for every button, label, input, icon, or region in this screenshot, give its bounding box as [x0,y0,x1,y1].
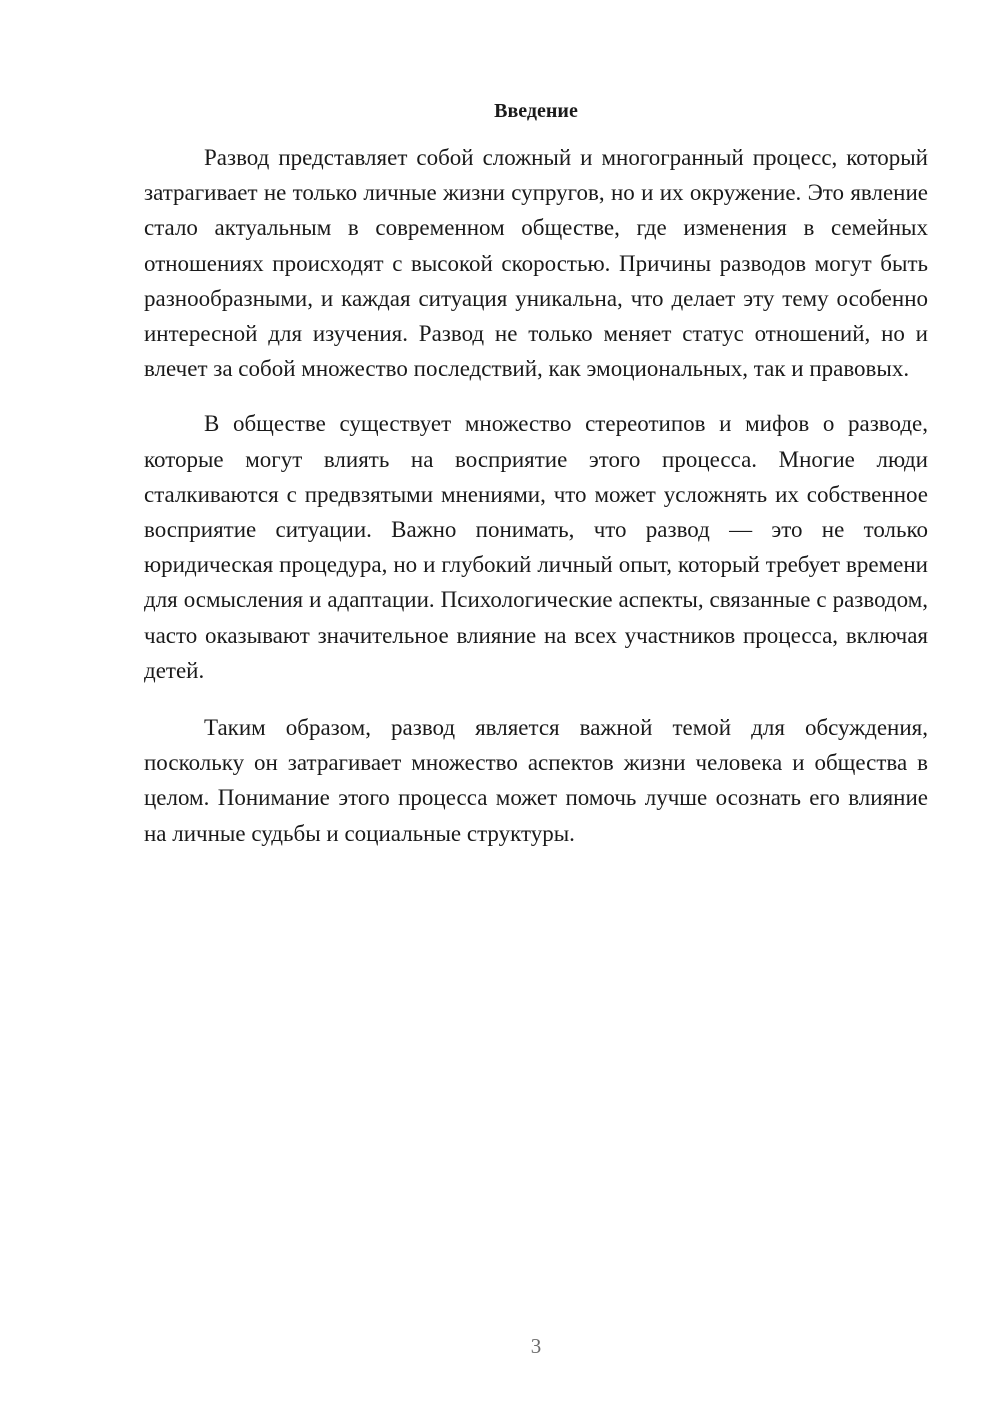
page-number: 3 [530,1334,542,1358]
document-body [144,94,928,851]
paragraph-2: В обществе существует множество стереотипов и мифов о разводе, которые могут влиять на восприятие этого процесса. Многие люди сталкиваются с предвзятыми мнениями, что может усложнять их собственное восприятие ситуации. Важно понимать, что развод — это не только юридическая процедура, но и глубокий личный опыт, который требует времени для осмысления и адаптации. Психологические аспекты, связанные с разводом, часто оказывают значительное влияние на всех участников процесса, включая детей. [144,411,928,683]
paragraph-3: Таким образом, развод является важной темой для обсуждения, поскольку он затрагивает множество аспектов жизни человека и общества в целом. Понимание этого процесса может помочь лучше осознать его влияние на личные судьбы и социальные структуры. [144,715,928,846]
paragraph-1: Развод представляет собой сложный и многогранный процесс, который затрагивает не только личные жизни супругов, но и их окружение. Это явление стало актуальным в современном обществе, где изменения в семейных отношениях происходят с высокой скоростью. Причины разводов могут быть разнообразными, и каждая ситуация уникальна, что делает эту тему особенно интересной для изучения. Развод не только меняет статус отношений, но и влечет за собой множество последствий, как эмоциональных, так и правовых. [144,145,928,382]
section-heading: Введение [494,100,578,122]
